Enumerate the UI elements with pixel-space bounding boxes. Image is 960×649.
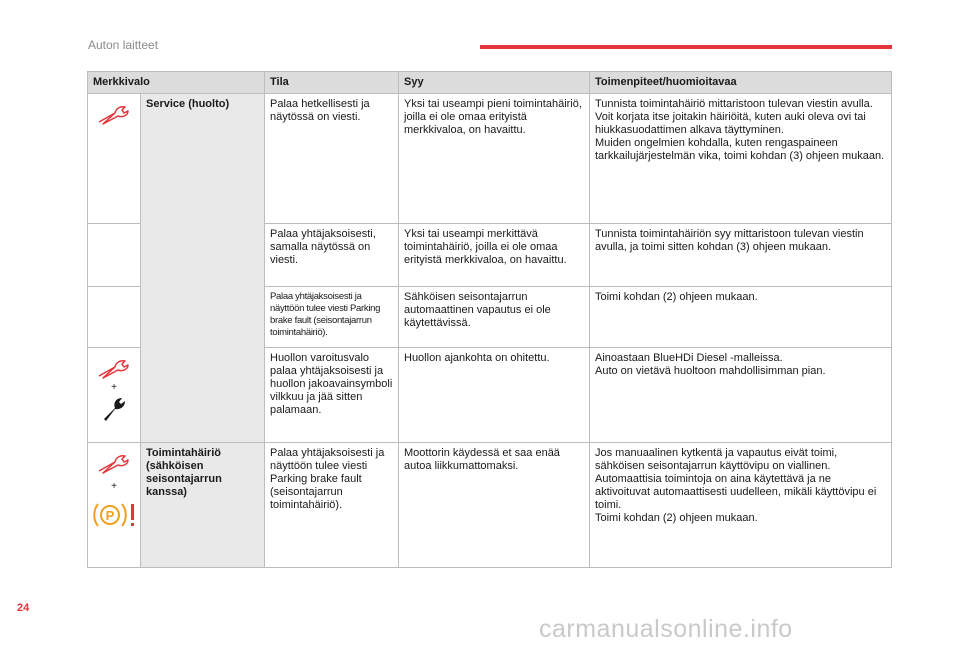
syy-cell: Yksi tai useampi merkittävä toimintahäiriö, joilla ei ole omaa erityistä merkkivaloa, on havaittu. xyxy=(399,224,590,287)
wrench-outline-icon xyxy=(97,453,131,475)
lamp-cell xyxy=(88,348,141,443)
lamp-cell-empty xyxy=(88,287,141,348)
toimenpide-line: Toimi kohdan (2) ohjeen mukaan. xyxy=(595,291,758,303)
toimenpide-line: Jos manuaalinen kytkentä ja vapautus eivät toimi, sähköisen seisontajarrun käyttövipu on viallinen. xyxy=(595,447,838,472)
column-header-syy: Syy xyxy=(399,72,590,94)
tila-cell: Palaa yhtäjaksoisesti, samalla näytössä on viesti. xyxy=(265,224,399,287)
fault-label-cell xyxy=(141,443,265,568)
syy-cell: Huollon ajankohta on ohitettu. xyxy=(399,348,590,443)
table-header-row xyxy=(88,72,892,94)
wrench-outline-icon xyxy=(97,358,131,380)
toimenpide-line: Tunnista toimintahäiriö mittaristoon tulevan viestin avulla. xyxy=(595,98,873,110)
svg-text:P: P xyxy=(105,508,115,523)
warning-lamp-table xyxy=(87,71,892,568)
tila-cell: Palaa yhtäjaksoisesti ja näyttöön tulee viesti Parking brake fault (seisontajarrun toimintahäiriö). xyxy=(265,287,399,348)
toimenpiteet-cell xyxy=(590,443,892,568)
page-number: 24 xyxy=(17,602,30,614)
service-label-cell xyxy=(141,94,265,443)
toimenpide-line: Voit korjata itse joitakin häiriöitä, kuten auki oleva ovi tai hiukkasuodattimen alkava täyttyminen. xyxy=(595,111,866,136)
plus-sign: + xyxy=(111,481,117,492)
toimenpide-line: Tunnista toimintahäiriön syy mittaristoon tulevan viestin avulla, ja toimi sitten kohdan (3) ohjeen mukaan. xyxy=(595,228,864,253)
section-title: Auton laitteet xyxy=(88,38,159,52)
toimenpide-line: Auto on vietävä huoltoon mahdollisimman pian. xyxy=(595,365,826,377)
service-label: Service (huolto) xyxy=(146,98,230,110)
watermark: carmanualsonline.info xyxy=(539,615,793,643)
table-row xyxy=(88,443,892,568)
fault-label: Toimintahäiriö (sähköisen seisontajarrun kanssa) xyxy=(146,447,222,498)
syy-cell: Moottorin käydessä et saa enää autoa liikkumattomaksi. xyxy=(399,443,590,568)
tila-cell: Palaa yhtäjaksoisesti ja näyttöön tulee viesti Parking brake fault (seisontajarrun toimintahäiriö). xyxy=(265,443,399,568)
column-header-merkkivalo: Merkkivalo xyxy=(88,72,265,94)
lamp-cell xyxy=(88,94,141,224)
lamp-cell xyxy=(88,443,141,568)
toimenpiteet-cell xyxy=(590,348,892,443)
toimenpide-line: Ainoastaan BlueHDi Diesel -malleissa. xyxy=(595,352,783,364)
column-header-tila: Tila xyxy=(265,72,399,94)
wrench-solid-icon xyxy=(101,396,127,422)
wrench-outline-icon xyxy=(97,104,131,126)
toimenpiteet-cell xyxy=(590,224,892,287)
syy-cell: Yksi tai useampi pieni toimintahäiriö, joilla ei ole omaa erityistä merkkivaloa, on havaittu. xyxy=(399,94,590,224)
syy-cell: Sähköisen seisontajarrun automaattinen vapautus ei ole käytettävissä. xyxy=(399,287,590,348)
header-accent-bar xyxy=(480,45,892,49)
toimenpiteet-cell xyxy=(590,94,892,224)
table-row xyxy=(88,94,892,224)
toimenpiteet-cell xyxy=(590,287,892,348)
tila-cell: Palaa hetkellisesti ja näytössä on viesti. xyxy=(265,94,399,224)
plus-sign: + xyxy=(111,382,117,393)
column-header-toimenpiteet: Toimenpiteet/huomioitavaa xyxy=(590,72,892,94)
toimenpide-line: Automaattisia toimintoja on aina käytettävä ja ne aktivoituvat automaattisesti uudelleen, mikäli käyttövipu ei toimi. xyxy=(595,473,877,511)
lamp-cell-empty xyxy=(88,224,141,287)
parking-brake-warning-icon xyxy=(92,501,136,529)
toimenpide-line: Toimi kohdan (2) ohjeen mukaan. xyxy=(595,512,758,524)
toimenpide-line: Muiden ongelmien kohdalla, kuten rengaspaineen tarkkailujärjestelmän vika, toimi kohdan (3) ohjeen mukaan. xyxy=(595,137,885,162)
tila-cell: Huollon varoitusvalo palaa yhtäjaksoisesti ja huollon jakoavainsymboli vilkkuu ja jää sitten palamaan. xyxy=(265,348,399,443)
